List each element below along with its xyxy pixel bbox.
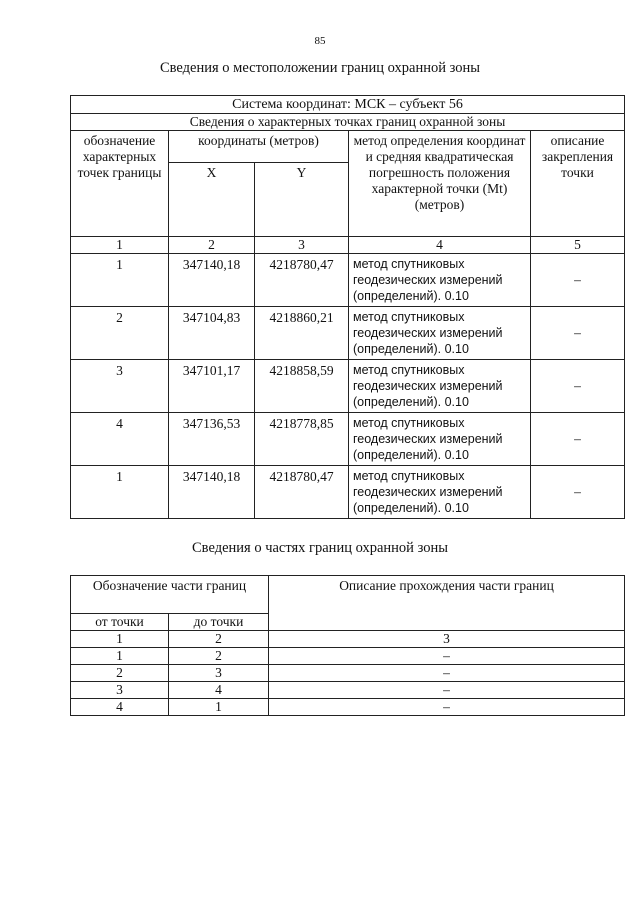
col-number: 1	[71, 237, 169, 254]
coord-y: 4218780,47	[255, 466, 349, 519]
table-row	[71, 665, 625, 682]
col-header-part-description: Описание прохождения части границ	[269, 576, 625, 631]
to-point: 3	[169, 665, 269, 682]
coord-y: 4218860,21	[255, 307, 349, 360]
from-point: 2	[71, 665, 169, 682]
col-header-designation: обозначение характерных точек границы	[71, 131, 169, 237]
col-header-part-designation: Обозначение части границ	[71, 576, 269, 614]
to-point: 2	[169, 648, 269, 665]
location-title: Сведения о местоположении границ охранной зоны	[159, 60, 480, 76]
col-header-coords: координаты (метров)	[169, 131, 349, 163]
table-row	[71, 682, 625, 699]
characteristic-points-table	[70, 95, 625, 519]
table-row	[71, 254, 625, 307]
coord-x: 347140,18	[169, 466, 255, 519]
coord-y: 4218858,59	[255, 360, 349, 413]
point-id: 3	[71, 360, 169, 413]
to-point: 1	[169, 699, 269, 716]
method-text: метод спутниковых геодезических измерений (определений). 0.10	[349, 254, 531, 307]
coord-x: 347140,18	[169, 254, 255, 307]
coord-y: 4218780,47	[255, 254, 349, 307]
point-id: 1	[71, 466, 169, 519]
coord-y: 4218778,85	[255, 413, 349, 466]
from-point: 3	[71, 682, 169, 699]
col-header-from: от точки	[71, 614, 169, 631]
col-header-x: X	[169, 163, 255, 237]
col-number: 2	[169, 631, 269, 648]
method-text: метод спутниковых геодезических измерений (определений). 0.10	[349, 413, 531, 466]
boundary-parts-table	[70, 575, 625, 716]
col-number: 1	[71, 631, 169, 648]
part-description: –	[269, 682, 625, 699]
table-row	[71, 648, 625, 665]
col-number: 4	[349, 237, 531, 254]
coord-x: 347104,83	[169, 307, 255, 360]
point-id: 4	[71, 413, 169, 466]
points-subtitle: Сведения о характерных точках границ охранной зоны	[71, 114, 625, 131]
method-text: метод спутниковых геодезических измерений (определений). 0.10	[349, 307, 531, 360]
table-row	[71, 413, 625, 466]
table-row	[71, 699, 625, 716]
method-text: метод спутниковых геодезических измерений (определений). 0.10	[349, 360, 531, 413]
col-header-method: метод определения координат и средняя квадратическая погрешность положения характерной точки (Mt) (метров)	[349, 131, 531, 237]
col-number: 5	[531, 237, 625, 254]
point-description: –	[531, 413, 625, 466]
page-number: 85	[314, 35, 326, 47]
part-description: –	[269, 665, 625, 682]
from-point: 1	[71, 648, 169, 665]
col-header-y: Y	[255, 163, 349, 237]
point-id: 2	[71, 307, 169, 360]
col-header-to: до точки	[169, 614, 269, 631]
point-description: –	[531, 466, 625, 519]
col-number: 3	[255, 237, 349, 254]
to-point: 4	[169, 682, 269, 699]
point-description: –	[531, 254, 625, 307]
point-description: –	[531, 307, 625, 360]
table-row	[71, 307, 625, 360]
from-point: 4	[71, 699, 169, 716]
parts-title: Сведения о частях границ охранной зоны	[192, 540, 448, 556]
coord-system-header: Система координат: МСК – субъект 56	[71, 96, 625, 114]
point-id: 1	[71, 254, 169, 307]
coord-x: 347101,17	[169, 360, 255, 413]
col-number: 2	[169, 237, 255, 254]
part-description: –	[269, 648, 625, 665]
col-header-description: описание закрепления точки	[531, 131, 625, 237]
part-description: –	[269, 699, 625, 716]
table-row	[71, 360, 625, 413]
coord-x: 347136,53	[169, 413, 255, 466]
method-text: метод спутниковых геодезических измерений (определений). 0.10	[349, 466, 531, 519]
point-description: –	[531, 360, 625, 413]
table-row	[71, 466, 625, 519]
col-number: 3	[269, 631, 625, 648]
